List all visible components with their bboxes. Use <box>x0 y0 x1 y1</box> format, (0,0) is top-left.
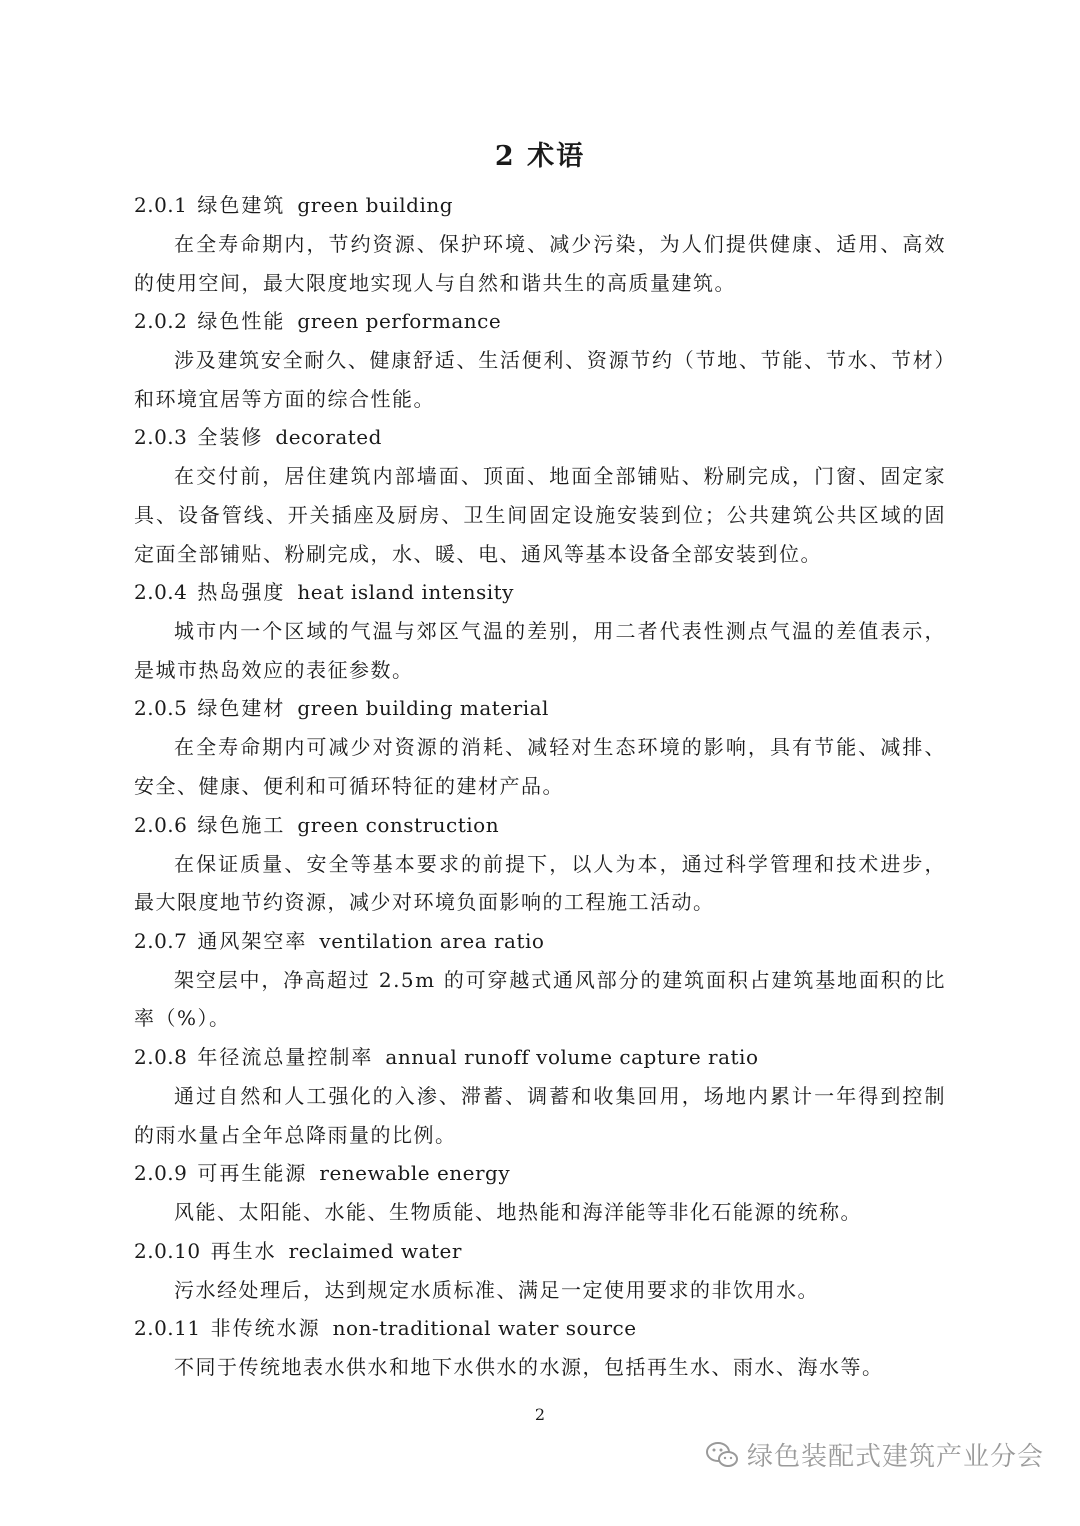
term-chinese: 绿色建材 <box>197 696 286 721</box>
term-list <box>134 186 946 1387</box>
term-entry <box>134 418 946 573</box>
page-number: 2 <box>534 1405 546 1424</box>
term-definition: 架空层中，净高超过 2.5m 的可穿越式通风部分的建筑面积占建筑基地面积的比率（%）。 <box>134 967 946 1031</box>
term-number: 2.0.5 <box>134 696 188 721</box>
term-number: 2.0.2 <box>134 309 188 334</box>
term-chinese: 再生水 <box>210 1238 277 1263</box>
term-chinese: 非传统水源 <box>210 1316 321 1341</box>
term-number: 2.0.7 <box>134 928 188 953</box>
term-entry <box>134 806 946 922</box>
term-entry <box>134 1232 946 1310</box>
term-english: green building <box>297 193 454 217</box>
term-chinese: 年径流总量控制率 <box>197 1044 374 1069</box>
term-definition: 在交付前，居住建筑内部墙面、顶面、地面全部铺贴、粉刷完成，门窗、固定家具、设备管线、开关插座及厨房、卫生间固定设施安装到位；公共建筑公共区域的固定面全部铺贴、粉刷完成，水、暖、电、通风等基本设备全部安装到位。 <box>134 464 946 566</box>
page-title: 2 术语 <box>494 141 586 172</box>
watermark <box>705 1436 1044 1473</box>
term-definition: 在全寿命期内可减少对资源的消耗、减轻对生态环境的影响，具有节能、减排、安全、健康、便利和可循环特征的建材产品。 <box>134 735 946 798</box>
term-entry <box>134 689 946 805</box>
term-entry <box>134 1038 946 1154</box>
term-english: renewable energy <box>319 1161 511 1186</box>
term-definition: 污水经处理后，达到规定水质标准、满足一定使用要求的非饮用水。 <box>174 1277 819 1302</box>
term-english: green performance <box>297 309 502 334</box>
term-heading <box>134 922 946 961</box>
term-entry <box>134 302 946 418</box>
term-number: 2.0.11 <box>134 1316 201 1341</box>
term-chinese: 通风架空率 <box>197 928 308 953</box>
term-heading <box>134 573 946 612</box>
term-english: green construction <box>297 812 500 837</box>
term-heading <box>134 1309 946 1348</box>
term-number: 2.0.8 <box>134 1044 188 1069</box>
term-definition: 涉及建筑安全耐久、健康舒适、生活便利、资源节约（节地、节能、节水、节材）和环境宜居等方面的综合性能。 <box>134 348 946 411</box>
term-heading <box>134 418 946 457</box>
term-entry <box>134 922 946 1038</box>
term-chinese: 热岛强度 <box>197 580 286 605</box>
wechat-icon <box>705 1441 739 1469</box>
term-entry <box>134 573 946 689</box>
term-number: 2.0.10 <box>134 1238 201 1263</box>
term-chinese: 可再生能源 <box>197 1161 308 1186</box>
watermark-text: 绿色装配式建筑产业分会 <box>746 1442 1044 1472</box>
term-heading <box>134 806 946 845</box>
term-english: green building material <box>297 696 549 721</box>
term-definition: 在全寿命期内，节约资源、保护环境、减少污染，为人们提供健康、适用、高效的使用空间，最大限度地实现人与自然和谐共生的高质量建筑。 <box>134 232 946 295</box>
term-definition: 城市内一个区域的气温与郊区气温的差别，用二者代表性测点气温的差值表示，是城市热岛效应的表征参数。 <box>134 619 946 682</box>
term-number: 2.0.1 <box>134 193 188 217</box>
term-english: annual runoff volume capture ratio <box>385 1044 759 1069</box>
term-english: decorated <box>275 425 382 450</box>
term-number: 2.0.6 <box>134 812 188 837</box>
term-number: 2.0.9 <box>134 1161 188 1186</box>
term-number: 2.0.4 <box>134 580 188 605</box>
term-definition: 不同于传统地表水供水和地下水供水的水源，包括再生水、雨水、海水等。 <box>174 1355 884 1380</box>
term-chinese: 绿色性能 <box>197 309 286 334</box>
term-chinese: 全装修 <box>197 425 264 450</box>
term-heading <box>134 689 946 728</box>
term-english: reclaimed water <box>288 1238 462 1263</box>
term-definition: 通过自然和人工强化的入渗、滞蓄、调蓄和收集回用，场地内累计一年得到控制的雨水量占全年总降雨量的比例。 <box>134 1083 946 1147</box>
term-entry <box>134 1309 946 1387</box>
term-entry <box>134 1154 946 1232</box>
term-english: non-traditional water source <box>332 1316 637 1341</box>
term-heading <box>134 302 946 341</box>
term-chinese: 绿色施工 <box>197 812 286 837</box>
term-heading <box>134 1038 946 1077</box>
term-english: ventilation area ratio <box>319 928 545 953</box>
term-definition: 在保证质量、安全等基本要求的前提下，以人为本，通过科学管理和技术进步，最大限度地节约资源，减少对环境负面影响的工程施工活动。 <box>134 851 946 915</box>
term-heading <box>134 1154 946 1193</box>
term-heading <box>134 1232 946 1271</box>
term-entry <box>134 186 946 302</box>
term-heading <box>134 186 946 225</box>
term-number: 2.0.3 <box>134 425 188 450</box>
term-chinese: 绿色建筑 <box>197 193 286 217</box>
term-definition: 风能、太阳能、水能、生物质能、地热能和海洋能等非化石能源的统称。 <box>174 1200 862 1225</box>
term-english: heat island intensity <box>297 580 514 605</box>
